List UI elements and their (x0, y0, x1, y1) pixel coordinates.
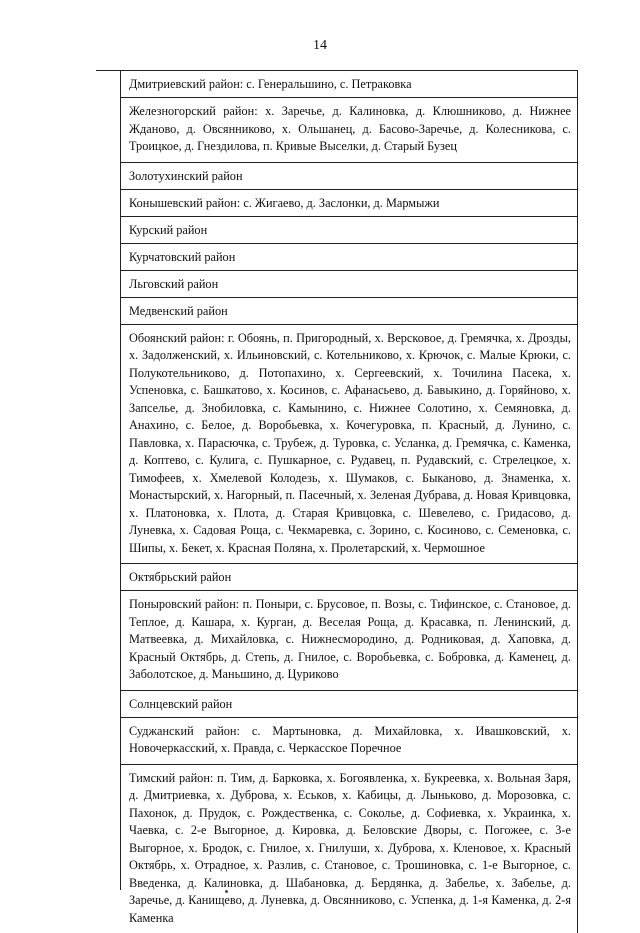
table-row-oboyansky: Обоянский район: г. Обоянь, п. Пригородный, х. Версковое, д. Гремячка, х. Дрозды, х. Задолженский, х. Ильиновский, с. Котельниково, х. Крючок, с. Малые Крюки, с. Полукотельниково, д. Потопахино, х. Сергеевский, х. Точилина Пасека, х. Успеновка, с. Башкатово, х. Косинов, с. Афанасьево, д. Бавыкино, д. Горяйново, х. Запселье, д. Знобиловка, с. Камынино, с. Нижнее Солотино, х. Семяновка, д. Анахино, с. Белое, д. Воробьевка, х. Кочегуровка, п. Красный, д. Лунино, с. Павловка, х. Парасючка, с. Трубеж, д. Туровка, с. Усланка, д. Гремячка, с. Каменка, д. Коптево, с. Кулига, с. Пушкарное, с. Рудавец, п. Рудавский, с. Стрелецкое, х. Тимофеев, х. Хмелевой Колодезь, х. Шумаков, с. Быканово, д. Знаменка, х. Монастырский, х. Нагорный, п. Пасечный, х. Зеленая Дубрава, д. Новая Кривцовка, х. Платоновка, х. Плота, д. Старая Кривцовка, с. Шевелево, с. Гридасово, д. Луневка, х. Садовая Роща, с. Чекмаревка, с. Зорино, с. Косиново, с. Семеновка, с. Шипы, х. Бекет, х. Красная Поляна, х. Пролетарский, х. Чермошное (120, 325, 577, 565)
footer-dot (225, 890, 228, 893)
table-row-dmitrievsky: Дмитриевский район: с. Генеральшино, с. Петраковка (120, 71, 577, 98)
page-number: 14 (0, 38, 640, 54)
table-row-solntsevsky: Солнцевский район (120, 691, 577, 718)
district-table (120, 70, 578, 933)
table-row-lgovsky: Льговский район (120, 271, 577, 298)
table-row-timsky: Тимский район: п. Тим, д. Барковка, х. Богоявленка, х. Букреевка, х. Вольная Заря, д. Дмитриевка, х. Дуброва, х. Еськов, х. Кабицы, д. Лыньково, д. Морозовка, с. Пахонок, д. Прудок, с. Рождественка, с. Соколье, д. Софиевка, х. Украинка, х. Чаевка, с. 2-е Выгорное, д. Кировка, д. Беловские Дворы, с. Погожее, с. 3-е Выгорное, х. Бродок, с. Гнилое, х. Гнилуши, х. Дуброва, х. Кленовое, х. Красный Октябрь, х. Отрадное, х. Разлив, с. Становое, с. Трошиновка, с. 1-е Выгорное, с. Введенка, д. Калиновка, д. Шабановка, д. Бердянка, д. Забелье, х. Забелье, д. Заречье, д. Канищево, д. Луневка, д. Овсянниково, с. Успенка, д. 1-я Каменка, д. 2-я Каменка (120, 765, 577, 933)
table-row-ponyrovsky: Поныровский район: п. Поныри, с. Брусовое, п. Возы, с. Тифинское, с. Становое, д. Теплое, д. Кашара, х. Курган, д. Веселая Роща, д. Красавка, п. Ленинский, д. Матвеевка, д. Михайловка, с. Нижнесмородино, д. Родниковая, д. Хаповка, д. Красный Октябрь, д. Степь, д. Гнилое, с. Воробьевка, с. Бобровка, д. Каменец, д. Заболотское, д. Маньшино, д. Цуриково (120, 591, 577, 691)
table-row-kurchatovsky: Курчатовский район (120, 244, 577, 271)
table-left-rule-top (96, 70, 120, 71)
table-row-oktyabrsky: Октябрьский район (120, 564, 577, 591)
table-row-zheleznogorsky: Железногорский район: х. Заречье, д. Калиновка, д. Клюшниково, д. Нижнее Жданово, д. Овсянниково, х. Ольшанец, д. Басово-Заречье, д. Колесникова, с. Троицкое, д. Гнездилова, п. Кривые Выселки, д. Старый Бузец (120, 98, 577, 163)
table-row-zolotukhinsky: Золотухинский район (120, 163, 577, 190)
table-row-sudzhansky: Суджанский район: с. Мартыновка, д. Михайловка, х. Ивашковский, х. Новочеркасский, х. Правда, с. Черкасское Поречное (120, 718, 577, 765)
table-row-kursky: Курский район (120, 217, 577, 244)
table-row-konyshevsky: Конышевский район: с. Жигаево, д. Заслонки, д. Мармыжи (120, 190, 577, 217)
table-row-medvensky: Медвенский район (120, 298, 577, 325)
